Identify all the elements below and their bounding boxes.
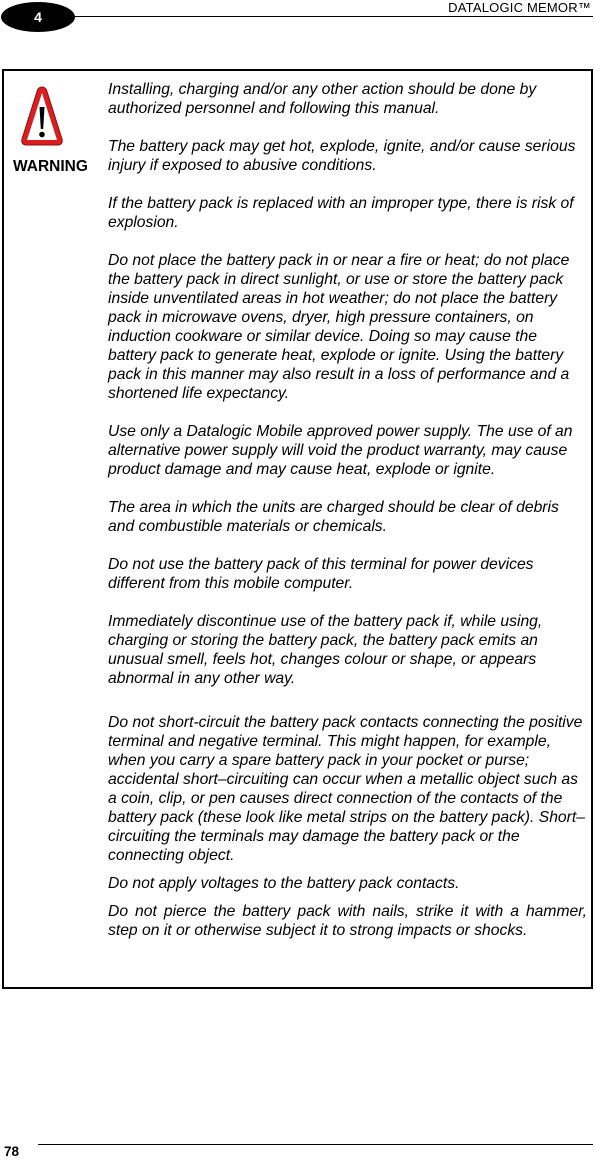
page-number: 78 xyxy=(4,1144,20,1159)
chapter-badge xyxy=(1,2,75,32)
chapter-number: 4 xyxy=(34,9,42,25)
warning-box xyxy=(2,69,593,989)
warning-paragraph: Use only a Datalogic Mobile approved power supply. The use of an alternative power supply will void the product warranty, may cause product damage and may cause heat, explode or ignite. xyxy=(108,423,573,478)
warning-triangle-icon xyxy=(20,85,64,147)
document-title: DATALOGIC MEMOR™ xyxy=(448,0,591,15)
warning-paragraph: The area in which the units are charged should be clear of debris and combustible materials or chemicals. xyxy=(108,499,559,535)
warning-paragraph: If the battery pack is replaced with an improper type, there is risk of explosion. xyxy=(108,195,574,231)
warning-label: WARNING xyxy=(13,158,88,175)
warning-paragraph: Do not place the battery pack in or near a fire or heat; do not place the battery pack in direct sunlight, or use or store the battery pack inside unventilated areas in hot weather; do not place the battery pack in microwave ovens, dryer, high pressure containers, on induction cookware or similar device. Doing so may cause the battery pack to generate heat, explode or ignite. Using the battery pack in this manner may also result in a loss of performance and a shortened life expectancy. xyxy=(108,252,570,402)
warning-paragraph: Do not short-circuit the battery pack contacts connecting the positive terminal and negative terminal. This might happen, for example, when you carry a spare battery pack in your pocket or purse; accidental short–circuiting can occur when a metallic object such as a coin, clip, or pen causes direct connection of the contacts of the battery pack (these look like metal strips on the battery pack). Short–circuiting the terminals may damage the battery pack or the connecting object. xyxy=(108,714,585,864)
warning-paragraph: Do not use the battery pack of this terminal for power devices different from this mobile computer. xyxy=(108,556,534,592)
header-divider xyxy=(72,16,593,17)
warning-paragraph: Immediately discontinue use of the battery pack if, while using, charging or storing the battery pack, the battery pack emits an unusual smell, feels hot, changes colour or shape, or appears abnormal in any other way. xyxy=(108,613,543,687)
warning-paragraph: Installing, charging and/or any other action should be done by authorized personnel and following this manual. xyxy=(108,81,537,117)
footer-divider xyxy=(38,1144,593,1145)
warning-paragraph: Do not apply voltages to the battery pack contacts. xyxy=(108,875,460,892)
warning-text xyxy=(108,80,587,940)
warning-paragraph: The battery pack may get hot, explode, ignite, and/or cause serious injury if exposed to abusive conditions. xyxy=(108,138,576,174)
warning-paragraph: Do not pierce the battery pack with nails, strike it with a hammer, step on it or otherwise subject it to strong impacts or shocks. xyxy=(108,903,587,939)
